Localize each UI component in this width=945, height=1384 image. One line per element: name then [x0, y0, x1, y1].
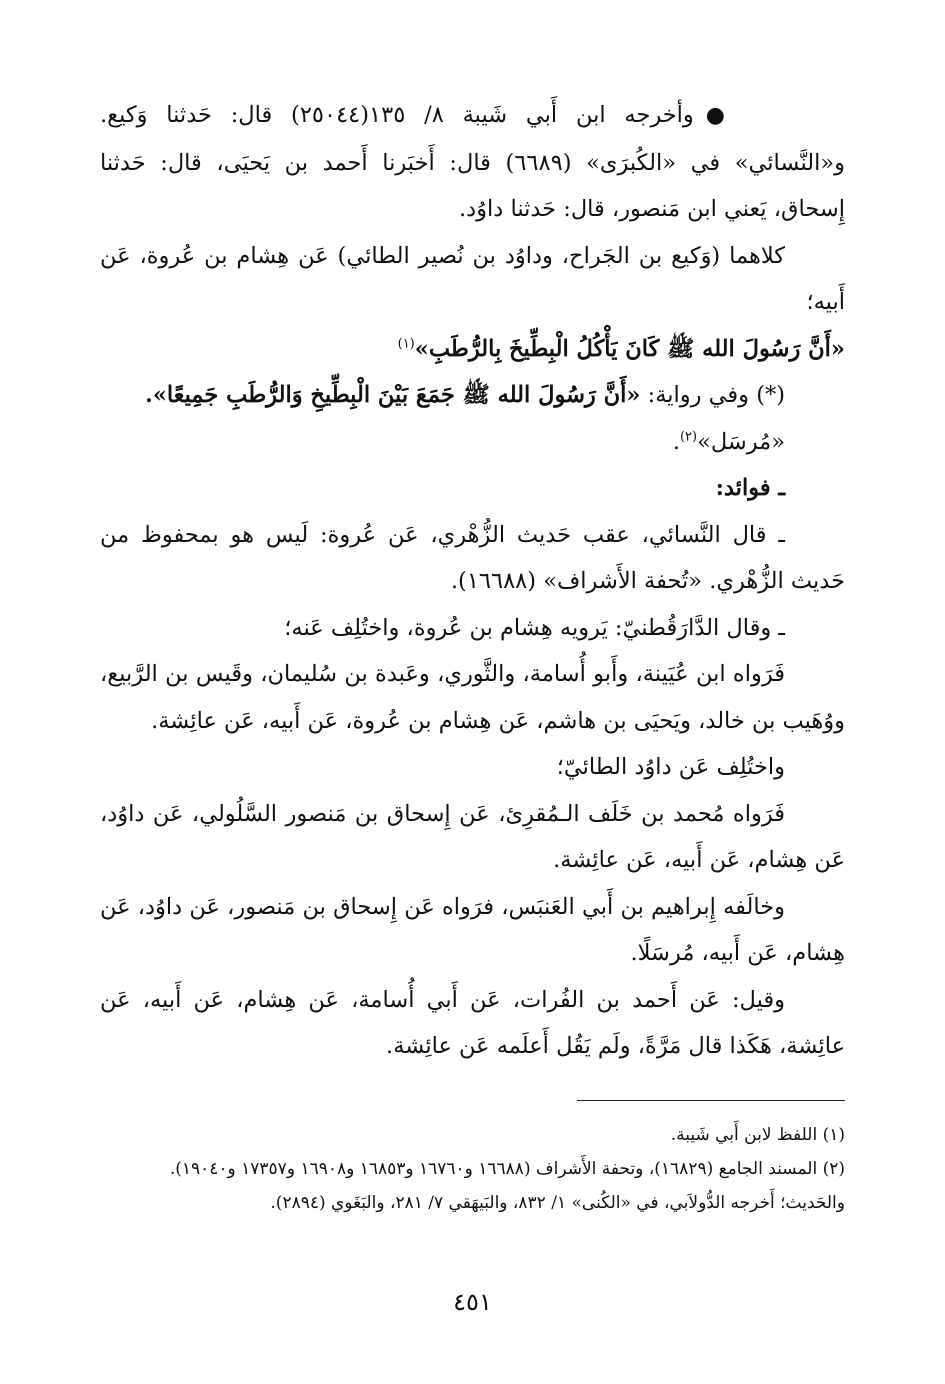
paragraph-daraqutni: ـ وقال الدَّارَقُطنيّ: يَرويه هِشام بن عُروة، واختُلِف عَنه؛	[284, 614, 785, 641]
footnote-3: والحَديث؛ أَخرجه الدُّولاَبي، في «الكُنى» ١/ ٨٣٢، والبَيهَقي ٧/ ٢٨١، والبَغَوي (٢٨٩٤).	[270, 1193, 845, 1213]
paragraph-ikhtilaf-dawud: واختُلِف عَن داوُد الطائيّ؛	[556, 754, 785, 780]
paragraph-riwaya	[100, 372, 845, 419]
riwaya-prefix: (*) وفي رواية:	[640, 382, 785, 408]
paragraph-takhrij: ●وأخرجه ابن أَبي شَيبة ٨/ ١٣٥(٢٥٠٤٤) قال: حَدثنا وَكيع. و«النَّسائي» في «الكُبرَى» (٦٦٨٩) قال: أَخبَرنا أَحمد بن يَحيَى، قال: حَدثنا إِسحاق، يَعني ابن مَنصور، قال: حَدثنا داوُد.	[100, 92, 845, 233]
footnote-1: (١) اللفظ لابن أَبي شَيبة.	[670, 1125, 845, 1145]
section-heading-fawaid: ـ فوائد:	[715, 475, 785, 501]
paragraph-mursal	[100, 419, 845, 466]
footnote-divider	[577, 1100, 845, 1101]
footnote-2: (٢) المسند الجامع (١٦٨٢٩)، وتحفة الأَشراف (١٦٦٨٨ و١٦٧٦٠ و١٦٨٥٣ و١٦٩٠٨ و١٧٣٥٧ و١٩٠٤٠).	[169, 1159, 845, 1179]
paragraph-nasai: ـ قال النَّسائي، عقب حَديث الزُّهْري، عَن عُروة: لَيس هو بمحفوظ من حَديث الزُّهْري. «تُحفة الأَشراف» (١٦٦٨٨).	[100, 521, 845, 594]
mursal-end: .	[672, 428, 680, 455]
paragraph-khalafahu: وخالَفه إِبراهيم بن أَبي العَنبَس، فرَواه عَن إِسحاق بن مَنصور، عَن داوُد، عَن هِشام، عَن أَبيه، مُرسَلًا.	[100, 893, 845, 966]
footnote-ref-1: (١)	[397, 336, 415, 351]
bullet-icon: ●	[705, 103, 725, 128]
page-number: ٤٥١	[453, 1288, 492, 1316]
hadith-quote: «أَنَّ رَسُولَ الله ﷺ كَانَ يَأْكُلُ الْبِطِّيخَ بِالرُّطَبِ»	[414, 335, 845, 362]
paragraph-riwaya-muhammad: فَرَواه مُحمد بن خَلَف الـمُقرِئ، عَن إِسحاق بن مَنصور السَّلُولي، عَن داوُد، عَن هِشام، عَن أَبيه، عَن عائِشة.	[100, 800, 845, 873]
footnotes	[100, 1118, 845, 1220]
mursal-label: «مُرسَل»	[697, 428, 785, 455]
paragraph-qil: وقيل: عَن أَحمد بن الفُرات، عَن أَبي أُسامة، عَن هِشام، عَن أَبيه، عَن عائِشة، هَكَذا قال مَرَّةً، ولَم يَقُل أَعلَمه عَن عائِشة.	[100, 986, 845, 1059]
footnote-ref-2: (٢)	[679, 429, 698, 444]
paragraph-hadith-text	[100, 326, 845, 373]
main-text	[100, 92, 845, 1070]
paragraph-riwaya-ibn-uyayna: فَرَواه ابن عُيَينة، وأَبو أُسامة، والثَّوري، وعَبدة بن سُليمان، وقَيس بن الرَّبيع، ووُهَيب بن خالد، ويَحيَى بن هاشم، عَن هِشام بن عُروة، عَن أَبيه، عَن عائِشة.	[100, 661, 845, 734]
paragraph-chain: كلاهما (وَكيع بن الجَراح، وداوُد بن نُصير الطائي) عَن هِشام بن عُروة، عَن أَبيه؛	[100, 242, 845, 315]
riwaya-quote: «أَنَّ رَسُولَ الله ﷺ جَمَعَ بَيْنَ الْبِطِّيخِ وَالرُّطَبِ جَمِيعًا».	[145, 382, 641, 408]
